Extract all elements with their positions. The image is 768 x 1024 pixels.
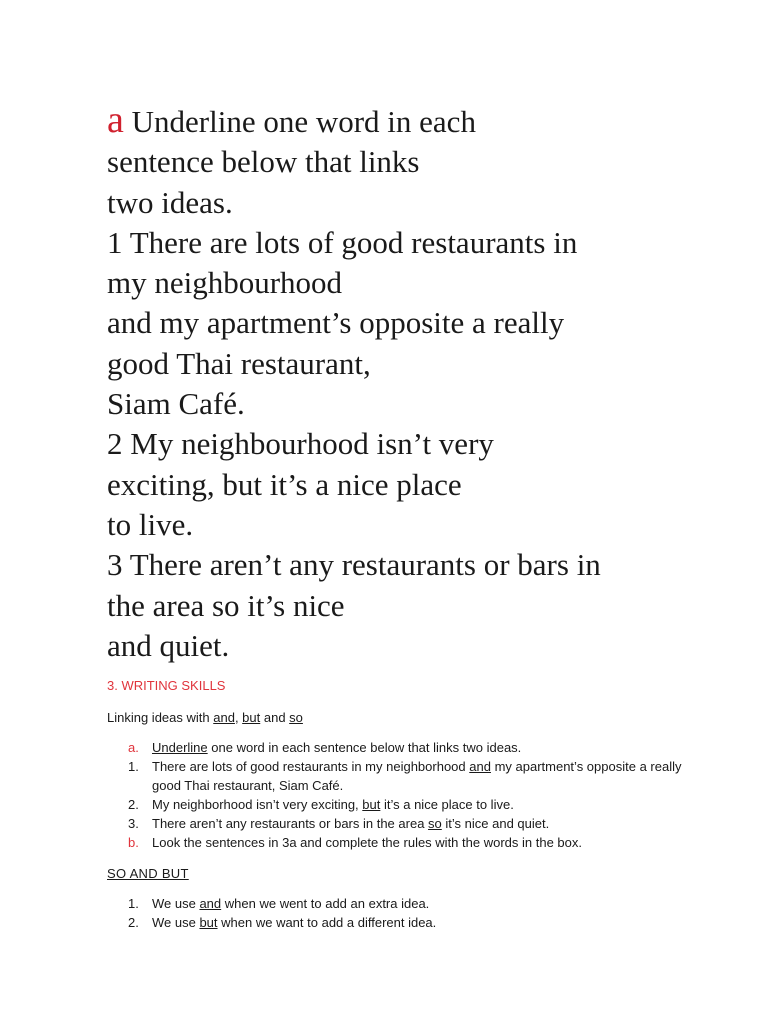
section-heading: 3. WRITING SKILLS (107, 678, 226, 693)
text-line: good Thai restaurant, (107, 345, 371, 381)
list-marker: 2. (128, 915, 139, 930)
text-line: and quiet. (107, 627, 230, 663)
list-marker: 2. (128, 797, 139, 812)
list-marker: a. (128, 740, 139, 755)
linking-ideas-line: Linking ideas with and, but and so (107, 710, 303, 725)
word-box: SO AND BUT (107, 866, 189, 881)
list-item: 3. There aren’t any restaurants or bars in the area so it’s nice and quiet. (128, 816, 550, 831)
list-marker: 3. (128, 816, 139, 831)
exercise-list (107, 738, 707, 852)
list-item: 1. We use and when we went to add an extra idea. (128, 896, 430, 911)
exercise-a-line: a Underline one word in each (107, 99, 476, 141)
text-line: sentence below that links (107, 144, 420, 180)
list-item: 2. We use but when we want to add a different idea. (128, 915, 437, 930)
large-exercise-text (107, 100, 747, 666)
list-marker: b. (128, 835, 139, 850)
list-marker: 1. (128, 759, 139, 774)
text-line: my neighbourhood (107, 265, 343, 301)
list-item: b. Look the sentences in 3a and complete the rules with the words in the box. (128, 835, 582, 850)
writing-skills-section (107, 676, 707, 932)
list-marker: 1. (128, 896, 139, 911)
text-line: two ideas. (107, 184, 233, 220)
text-line: 2 My neighbourhood isn’t very (107, 426, 494, 462)
rules-list (107, 894, 707, 932)
text-line: the area so it’s nice (107, 587, 345, 623)
text-line: 3 There aren’t any restaurants or bars in (107, 547, 601, 583)
list-item: 1. There are lots of good restaurants in my neighborhood and my apartment’s opposite a really good Thai restaurant, Siam Café. (128, 759, 682, 793)
list-item: 2. My neighborhood isn’t very exciting, but it’s a nice place to live. (128, 797, 514, 812)
exercise-letter-a: a (107, 99, 124, 141)
text-line: Siam Café. (107, 386, 245, 422)
list-item: a. Underline one word in each sentence below that links two ideas. (128, 740, 522, 755)
text-line: 1 There are lots of good restaurants in (107, 224, 578, 260)
text-line: and my apartment’s opposite a really (107, 305, 565, 341)
text-line: exciting, but it’s a nice place (107, 466, 462, 502)
text-line: to live. (107, 506, 194, 542)
